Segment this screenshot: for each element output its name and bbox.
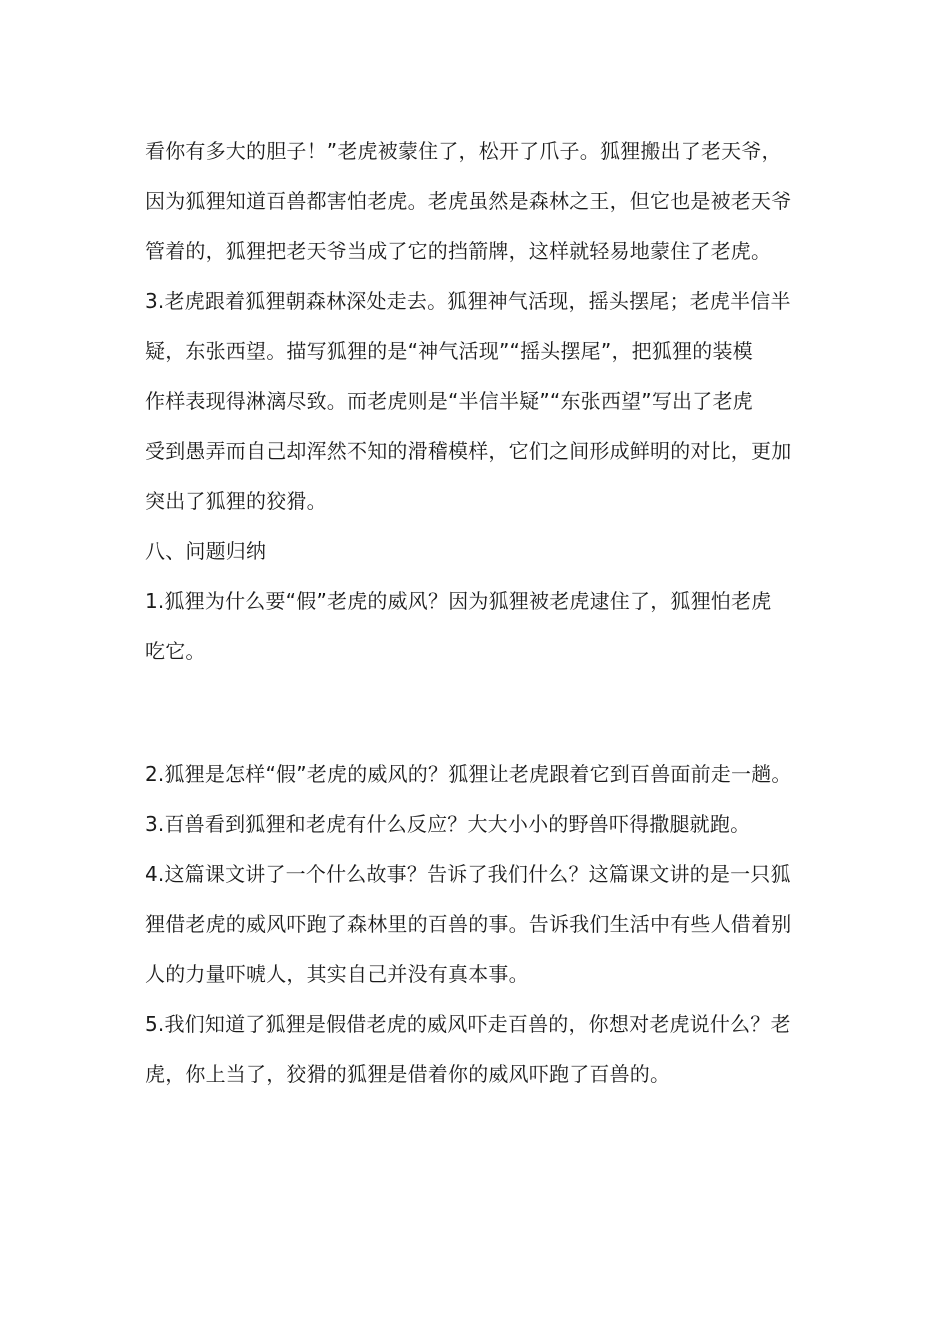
text-line: 4.这篇课文讲了一个什么故事？告诉了我们什么？这篇课文讲的是一只狐 bbox=[145, 862, 791, 886]
text-line: 受到愚弄而自己却浑然不知的滑稽模样，它们之间形成鲜明的对比，更加 bbox=[145, 439, 792, 463]
text-line: 5.我们知道了狐狸是假借老虎的威风吓走百兽的，你想对老虎说什么？老 bbox=[145, 1012, 791, 1036]
text-line: 3.百兽看到狐狸和老虎有什么反应？大大小小的野兽吓得撒腿就跑。 bbox=[145, 812, 751, 836]
text-line: 疑，东张西望。描写狐狸的是“神气活现”“摇头摆尾”，把狐狸的装模 bbox=[145, 339, 753, 363]
text-line: 突出了狐狸的狡猾。 bbox=[145, 489, 327, 513]
text-line: 人的力量吓唬人，其实自己并没有真本事。 bbox=[145, 962, 529, 986]
text-line: 3.老虎跟着狐狸朝森林深处走去。狐狸神气活现，摇头摆尾；老虎半信半 bbox=[145, 289, 791, 313]
text-line: 1.狐狸为什么要“假”老虎的威风？因为狐狸被老虎逮住了，狐狸怕老虎 bbox=[145, 589, 772, 613]
text-line: 2.狐狸是怎样“假”老虎的威风的？狐狸让老虎跟着它到百兽面前走一趟。 bbox=[145, 762, 792, 786]
text-line: 狸借老虎的威风吓跑了森林里的百兽的事。告诉我们生活中有些人借着别 bbox=[145, 912, 792, 936]
text-line: 作样表现得淋漓尽致。而老虎则是“半信半疑”“东张西望”写出了老虎 bbox=[145, 389, 753, 413]
text-line: 因为狐狸知道百兽都害怕老虎。老虎虽然是森林之王，但它也是被老天爷 bbox=[145, 189, 792, 213]
section-heading: 八、问题归纳 bbox=[145, 539, 267, 563]
text-line: 看你有多大的胆子！”老虎被蒙住了，松开了爪子。狐狸搬出了老天爷， bbox=[145, 139, 782, 163]
text-line: 管着的，狐狸把老天爷当成了它的挡箭牌，这样就轻易地蒙住了老虎。 bbox=[145, 239, 772, 263]
text-line: 吃它。 bbox=[145, 639, 206, 663]
text-line: 虎，你上当了，狡猾的狐狸是借着你的威风吓跑了百兽的。 bbox=[145, 1062, 671, 1086]
